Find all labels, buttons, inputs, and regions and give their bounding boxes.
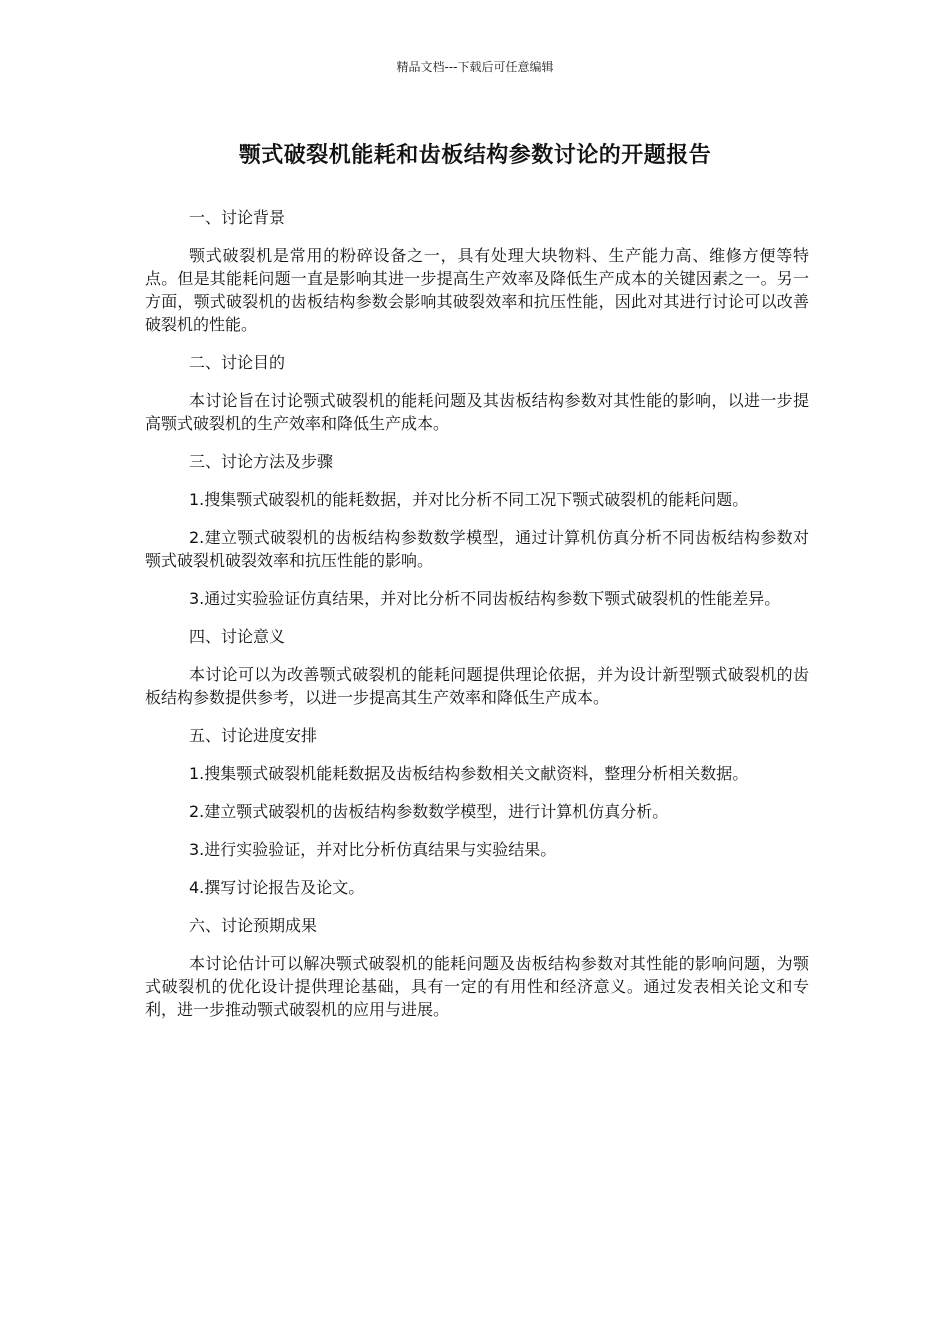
paragraph-background: 颚式破裂机是常用的粉碎设备之一，具有处理大块物料、生产能力高、维修方便等特点。但是其能耗问题一直是影响其进一步提高生产效率及降低生产成本的关键因素之一。另一方面，颚式破裂机的齿板结构参数会影响其破裂效率和抗压性能，因此对其进行讨论可以改善破裂机的性能。: [145, 246, 809, 334]
header-note: 精品文档---下载后可任意编辑: [396, 60, 554, 74]
section-heading-purpose: 二、讨论目的: [189, 353, 286, 372]
paragraph-method-step-3: 3.通过实验验证仿真结果，并对比分析不同齿板结构参数下颚式破裂机的性能差异。: [189, 589, 781, 608]
paragraph-method-step-2: 2.建立颚式破裂机的齿板结构参数数学模型，通过计算机仿真分析不同齿板结构参数对颚式破裂机破裂效率和抗压性能的影响。: [145, 528, 809, 570]
paragraph-schedule-step-1: 1.搜集颚式破裂机能耗数据及齿板结构参数相关文献资料，整理分析相关数据。: [189, 764, 749, 783]
document-title: 颚式破裂机能耗和齿板结构参数讨论的开题报告: [238, 143, 712, 168]
section-heading-significance: 四、讨论意义: [189, 627, 286, 646]
section-heading-schedule: 五、讨论进度安排: [189, 726, 318, 745]
section-heading-expected-results: 六、讨论预期成果: [189, 916, 318, 935]
paragraph-schedule-step-3: 3.进行实验验证，并对比分析仿真结果与实验结果。: [189, 840, 557, 859]
section-heading-methods: 三、讨论方法及步骤: [189, 452, 334, 471]
paragraph-significance: 本讨论可以为改善颚式破裂机的能耗问题提供理论依据，并为设计新型颚式破裂机的齿板结构参数提供参考，以进一步提高其生产效率和降低生产成本。: [145, 665, 809, 707]
paragraph-schedule-step-4: 4.撰写讨论报告及论文。: [189, 878, 365, 897]
paragraph-purpose: 本讨论旨在讨论颚式破裂机的能耗问题及其齿板结构参数对其性能的影响，以进一步提高颚式破裂机的生产效率和降低生产成本。: [145, 391, 809, 433]
paragraph-method-step-1: 1.搜集颚式破裂机的能耗数据，并对比分析不同工况下颚式破裂机的能耗问题。: [189, 490, 749, 509]
paragraph-expected-results: 本讨论估计可以解决颚式破裂机的能耗问题及齿板结构参数对其性能的影响问题，为颚式破裂机的优化设计提供理论基础，具有一定的有用性和经济意义。通过发表相关论文和专利，进一步推动颚式破裂机的应用与进展。: [145, 954, 809, 1019]
paragraph-schedule-step-2: 2.建立颚式破裂机的齿板结构参数数学模型，进行计算机仿真分析。: [189, 802, 669, 821]
document-body: [145, 206, 809, 1036]
section-heading-background: 一、讨论背景: [189, 208, 286, 227]
